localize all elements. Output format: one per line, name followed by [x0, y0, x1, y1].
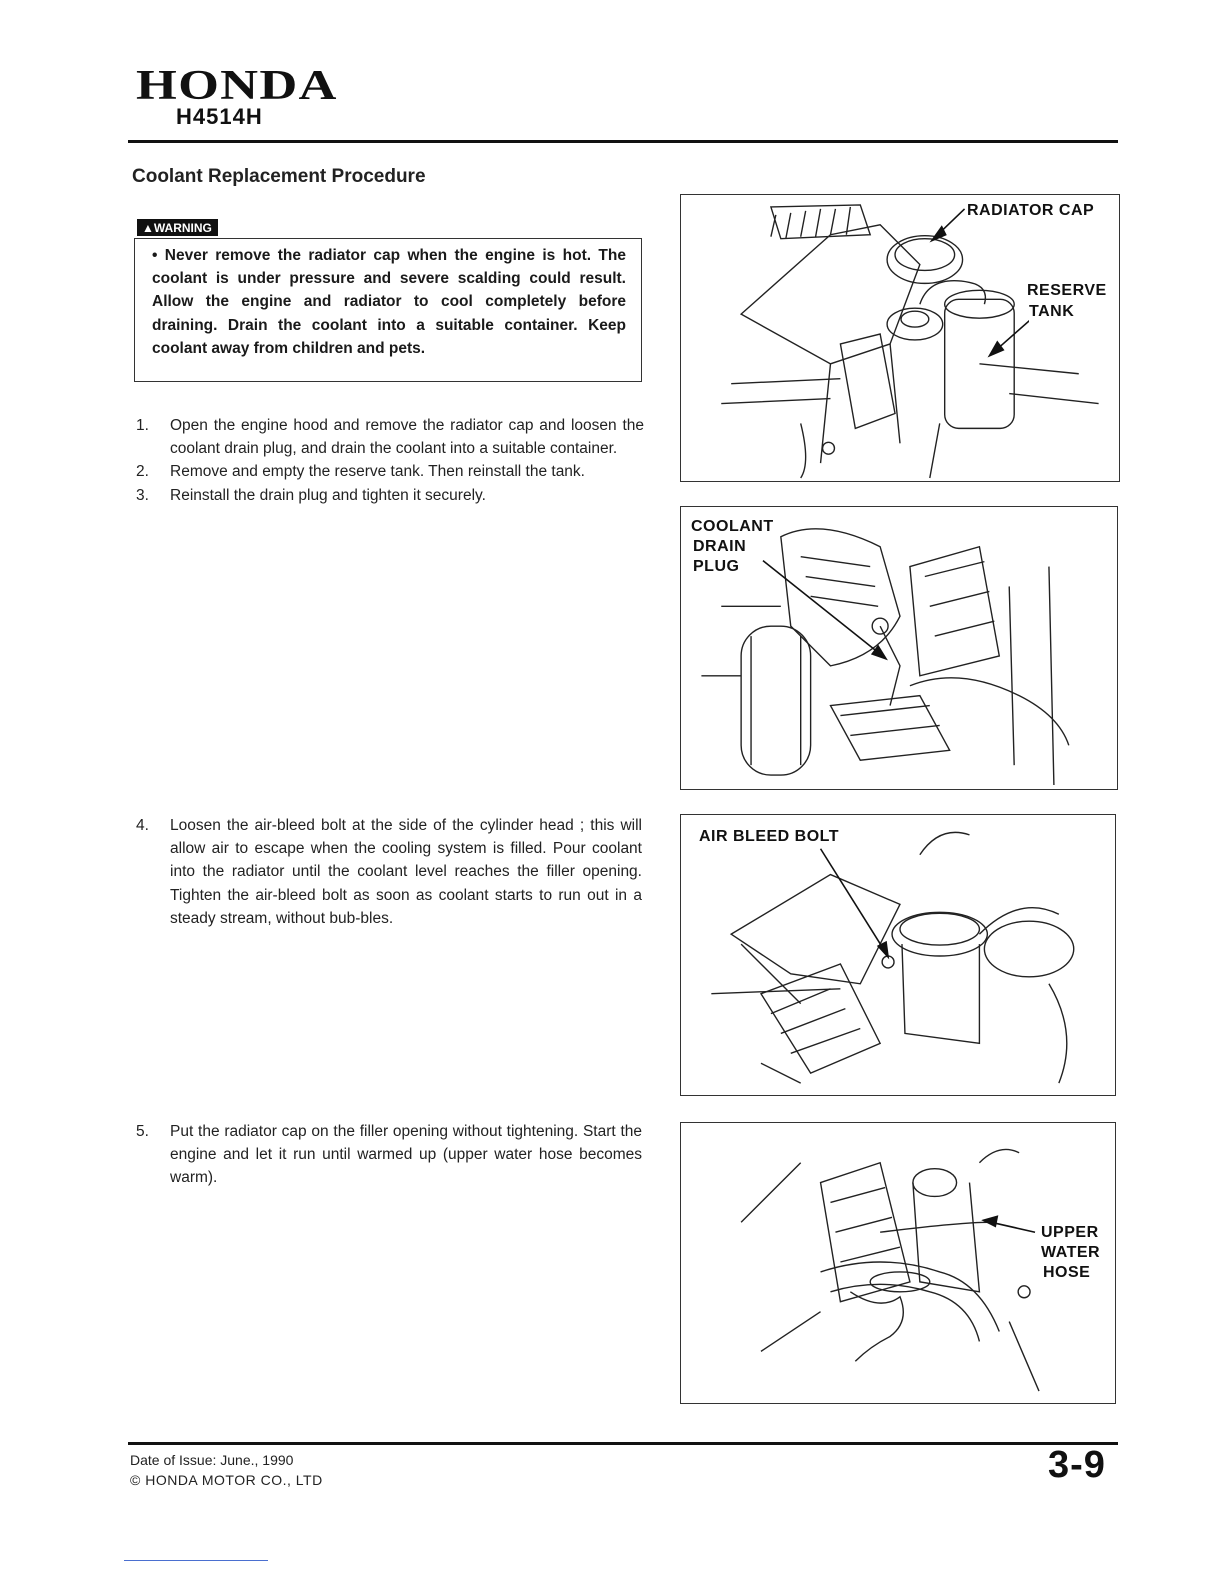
radiator-illustration — [681, 195, 1119, 481]
brand-logo: HONDA — [136, 63, 338, 109]
label-tank: TANK — [1029, 303, 1075, 320]
drain-plug-illustration — [681, 507, 1117, 789]
steps-group-2 — [136, 814, 642, 930]
step-number: 5. — [136, 1123, 149, 1140]
label-plug: PLUG — [693, 558, 740, 575]
step-text: Remove and empty the reserve tank. Then reinstall the tank. — [170, 463, 585, 481]
page-number: 3-9 — [1048, 1444, 1106, 1486]
steps-group-1 — [136, 414, 644, 507]
footer-divider — [128, 1442, 1118, 1445]
list-item — [136, 414, 644, 460]
step-number: 3. — [136, 486, 149, 504]
label-reserve: RESERVE — [1027, 282, 1107, 299]
label-water: WATER — [1041, 1244, 1101, 1261]
step-text: Reinstall the drain plug and tighten it securely. — [170, 486, 486, 504]
label-upper: UPPER — [1041, 1224, 1099, 1241]
step-text: Open the engine hood and remove the radiator cap and loosen the coolant drain plug, and drain the coolant into a suitable container. — [170, 417, 644, 458]
figure-radiator-cap — [680, 194, 1120, 482]
label-coolant: COOLANT — [691, 518, 774, 535]
figure-air-bleed-bolt — [680, 814, 1116, 1096]
figure-drain-plug — [680, 506, 1118, 790]
section-title: Coolant Replacement Procedure — [132, 166, 426, 187]
step-number: 2. — [136, 463, 149, 481]
step-number: 1. — [136, 417, 149, 434]
figure-upper-water-hose — [680, 1122, 1116, 1404]
list-item — [136, 484, 644, 507]
list-item — [136, 1120, 642, 1190]
air-bleed-illustration — [681, 815, 1115, 1095]
copyright: © HONDA MOTOR CO., LTD — [130, 1472, 323, 1488]
warning-badge: ▲WARNING — [137, 219, 218, 236]
link-underline — [124, 1560, 268, 1561]
label-drain: DRAIN — [693, 538, 747, 555]
header-divider — [128, 140, 1118, 143]
model-number: H4514H — [176, 104, 263, 129]
warning-text: • Never remove the radiator cap when the engine is hot. The coolant is under pressure and severe scalding could result. Allow the engine and radiator to cool completely before draining. Drain the coolant into a suitable container. Keep coolant away from children and pets. — [152, 247, 626, 357]
label-radiator-cap: RADIATOR CAP — [967, 202, 1095, 219]
step-number: 4. — [136, 817, 149, 834]
steps-group-3 — [136, 1120, 642, 1190]
label-hose: HOSE — [1043, 1264, 1091, 1281]
list-item — [136, 814, 642, 930]
label-air-bleed-bolt: AIR BLEED BOLT — [699, 828, 840, 845]
step-text: Loosen the air-bleed bolt at the side of the cylinder head ; this will allow air to escape when the cooling system is filled. Pour coolant into the radiator until the coolant level reaches the filler opening. Tighten the air-bleed bolt as soon as coolant starts to run out in a steady stream, without bub-bles. — [170, 817, 642, 927]
list-item — [136, 460, 644, 483]
step-text: Put the radiator cap on the filler opening without tightening. Start the engine and let it run until warmed up (upper water hose becomes warm). — [170, 1123, 642, 1187]
issue-date: Date of Issue: June., 1990 — [130, 1452, 294, 1468]
